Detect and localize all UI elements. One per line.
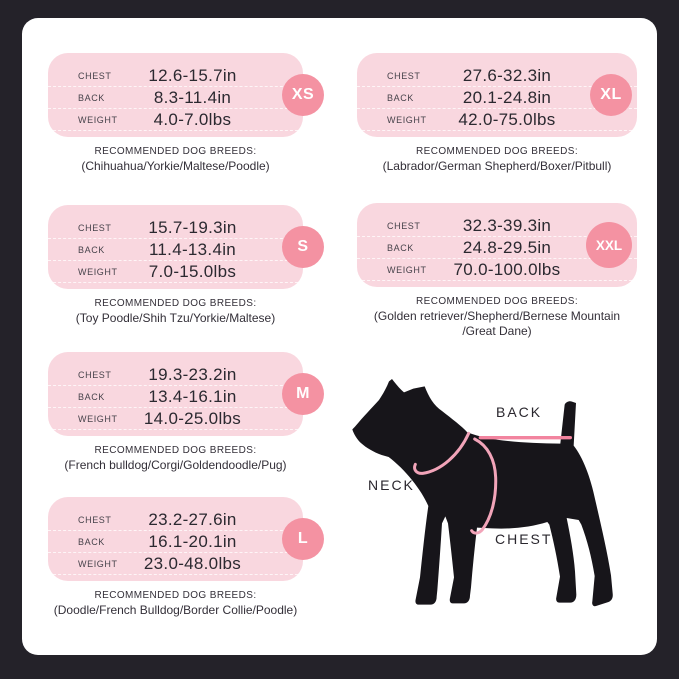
chest-label: CHEST bbox=[387, 70, 421, 81]
chest-row bbox=[48, 364, 303, 386]
weight-row bbox=[48, 553, 303, 575]
size-badge-m: M bbox=[282, 373, 324, 415]
chest-row bbox=[48, 217, 303, 239]
breeds-list: (Doodle/French Bulldog/Border Collie/Poodle) bbox=[53, 603, 298, 617]
weight-row bbox=[48, 408, 303, 430]
recommended-breeds bbox=[48, 146, 303, 174]
breeds-list: (Chihuahua/Yorkie/Maltese/Poodle) bbox=[81, 159, 270, 173]
chest-row bbox=[48, 65, 303, 87]
recommended-breeds bbox=[48, 445, 303, 473]
weight-value: 14.0-25.0lbs bbox=[143, 408, 242, 428]
chest-row bbox=[48, 509, 303, 531]
size-group-xxl bbox=[357, 203, 637, 339]
chest-value: 32.3-39.3in bbox=[462, 215, 552, 235]
size-card-xxl bbox=[357, 203, 637, 287]
size-badge-xl: XL bbox=[590, 74, 632, 116]
back-value: 11.4-13.4in bbox=[148, 239, 237, 259]
recommended-breeds bbox=[357, 146, 637, 174]
back-value: 8.3-11.4in bbox=[153, 87, 232, 107]
back-row bbox=[48, 87, 303, 109]
weight-value: 4.0-7.0lbs bbox=[153, 109, 232, 129]
chest-label: CHEST bbox=[78, 70, 112, 81]
chest-label: CHEST bbox=[78, 369, 112, 380]
recommended-title: RECOMMENDED DOG BREEDS: bbox=[94, 590, 257, 601]
back-value: 13.4-16.1in bbox=[148, 386, 237, 406]
weight-value: 7.0-15.0lbs bbox=[148, 261, 237, 281]
recommended-title: RECOMMENDED DOG BREEDS: bbox=[94, 298, 257, 309]
size-card-m bbox=[48, 352, 310, 436]
size-badge-xs: XS bbox=[282, 74, 324, 116]
weight-row bbox=[48, 109, 303, 131]
weight-label: WEIGHT bbox=[78, 413, 118, 424]
size-group-xl bbox=[357, 53, 637, 174]
back-value: 24.8-29.5in bbox=[462, 237, 552, 257]
chest-value: 15.7-19.3in bbox=[148, 217, 237, 237]
size-group-m bbox=[48, 352, 310, 473]
back-label: BACK bbox=[78, 244, 105, 255]
size-card-l bbox=[48, 497, 309, 581]
size-group-s bbox=[48, 205, 309, 326]
back-value: 20.1-24.8in bbox=[462, 87, 552, 107]
chest-value: 23.2-27.6in bbox=[148, 509, 237, 529]
neck-measure-label: NECK bbox=[368, 477, 415, 493]
weight-value: 23.0-48.0lbs bbox=[143, 553, 242, 573]
size-badge-l: L bbox=[282, 518, 324, 560]
weight-label: WEIGHT bbox=[387, 264, 427, 275]
back-row bbox=[48, 239, 303, 261]
recommended-breeds bbox=[48, 590, 303, 618]
size-group-l bbox=[48, 497, 309, 618]
chest-value: 19.3-23.2in bbox=[148, 364, 237, 384]
size-badge-xxl: XXL bbox=[586, 222, 632, 268]
back-value: 16.1-20.1in bbox=[148, 531, 237, 551]
breeds-list: (French bulldog/Corgi/Goldendoodle/Pug) bbox=[64, 458, 287, 472]
weight-row bbox=[357, 109, 637, 131]
size-chart-panel bbox=[22, 18, 657, 655]
breeds-list: (Labrador/German Shepherd/Boxer/Pitbull) bbox=[382, 159, 612, 173]
size-card-xs bbox=[48, 53, 315, 137]
dog-measurement-diagram bbox=[345, 360, 635, 636]
weight-label: WEIGHT bbox=[78, 114, 118, 125]
chest-measure-label: CHEST bbox=[495, 531, 553, 547]
back-label: BACK bbox=[387, 92, 414, 103]
weight-value: 70.0-100.0lbs bbox=[453, 259, 561, 279]
size-group-xs bbox=[48, 53, 315, 174]
breeds-list: (Golden retriever/Shepherd/Bernese Mountain /Great Dane) bbox=[373, 309, 621, 338]
back-measure-label: BACK bbox=[496, 404, 543, 420]
weight-label: WEIGHT bbox=[387, 114, 427, 125]
chest-label: CHEST bbox=[78, 222, 112, 233]
back-label: BACK bbox=[78, 536, 105, 547]
back-row bbox=[48, 386, 303, 408]
back-label: BACK bbox=[78, 92, 105, 103]
chest-label: CHEST bbox=[78, 514, 112, 525]
chest-value: 12.6-15.7in bbox=[148, 65, 237, 85]
breeds-list: (Toy Poodle/Shih Tzu/Yorkie/Maltese) bbox=[75, 311, 276, 325]
chest-label: CHEST bbox=[387, 220, 421, 231]
weight-label: WEIGHT bbox=[78, 266, 118, 277]
weight-value: 42.0-75.0lbs bbox=[458, 109, 556, 129]
recommended-title: RECOMMENDED DOG BREEDS: bbox=[94, 146, 257, 157]
chest-value: 27.6-32.3in bbox=[462, 65, 552, 85]
recommended-title: RECOMMENDED DOG BREEDS: bbox=[416, 146, 578, 157]
weight-label: WEIGHT bbox=[78, 558, 118, 569]
back-row bbox=[48, 531, 303, 553]
size-card-s bbox=[48, 205, 309, 289]
back-label: BACK bbox=[78, 391, 105, 402]
back-label: BACK bbox=[387, 242, 414, 253]
recommended-breeds bbox=[357, 296, 637, 339]
recommended-title: RECOMMENDED DOG BREEDS: bbox=[94, 445, 257, 456]
recommended-breeds bbox=[48, 298, 303, 326]
size-badge-s: S bbox=[282, 226, 324, 268]
size-card-xl bbox=[357, 53, 637, 137]
recommended-title: RECOMMENDED DOG BREEDS: bbox=[416, 296, 578, 307]
weight-row bbox=[48, 261, 303, 283]
dog-silhouette bbox=[345, 360, 635, 630]
